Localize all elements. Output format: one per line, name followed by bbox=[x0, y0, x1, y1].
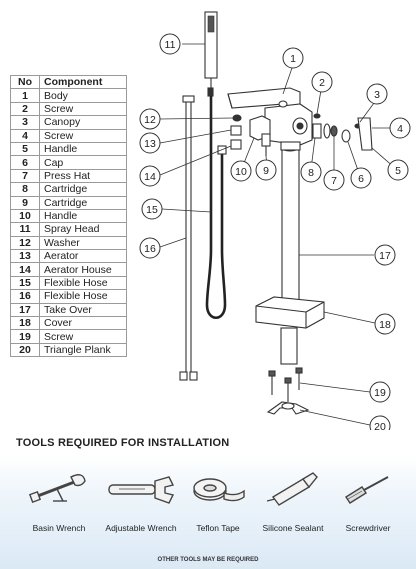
callout-15 bbox=[142, 199, 162, 219]
table-row bbox=[11, 263, 127, 276]
tool-screwdriver bbox=[328, 467, 408, 533]
aerator-parts bbox=[231, 115, 241, 149]
callout-7 bbox=[324, 170, 344, 190]
svg-text:14: 14 bbox=[144, 171, 156, 183]
row-component: Cover bbox=[40, 317, 127, 330]
row-no: 16 bbox=[11, 290, 40, 303]
table-row bbox=[11, 89, 127, 102]
row-no: 12 bbox=[11, 236, 40, 249]
row-no: 13 bbox=[11, 250, 40, 263]
row-no: 18 bbox=[11, 317, 40, 330]
row-no: 17 bbox=[11, 303, 40, 316]
parts-table-header bbox=[11, 76, 127, 89]
table-row bbox=[11, 129, 127, 142]
svg-text:15: 15 bbox=[146, 204, 158, 216]
tool-teflon-tape bbox=[178, 467, 258, 533]
callout-20 bbox=[370, 416, 390, 430]
table-row bbox=[11, 209, 127, 222]
tool-basin-wrench bbox=[19, 467, 99, 533]
table-row bbox=[11, 142, 127, 155]
row-component: Aerator bbox=[40, 250, 127, 263]
callout-6 bbox=[351, 168, 371, 188]
row-no: 6 bbox=[11, 156, 40, 169]
callout-14 bbox=[140, 166, 160, 186]
svg-text:7: 7 bbox=[331, 175, 337, 187]
parts-table bbox=[10, 75, 127, 357]
handle-10-part bbox=[250, 116, 270, 156]
row-component: Press Hat bbox=[40, 169, 127, 182]
svg-text:16: 16 bbox=[144, 243, 156, 255]
row-no: 7 bbox=[11, 169, 40, 182]
callout-16 bbox=[140, 238, 160, 258]
row-component: Flexible Hose bbox=[40, 276, 127, 289]
svg-text:10: 10 bbox=[235, 166, 247, 178]
svg-text:8: 8 bbox=[308, 167, 314, 179]
svg-text:5: 5 bbox=[395, 165, 401, 177]
table-row bbox=[11, 303, 127, 316]
svg-text:17: 17 bbox=[379, 250, 391, 262]
row-no: 15 bbox=[11, 276, 40, 289]
row-no: 4 bbox=[11, 129, 40, 142]
callout-5 bbox=[388, 160, 408, 180]
svg-text:4: 4 bbox=[397, 123, 403, 135]
row-component: Cap bbox=[40, 156, 127, 169]
row-component: Handle bbox=[40, 209, 127, 222]
table-row bbox=[11, 250, 127, 263]
svg-text:11: 11 bbox=[164, 39, 176, 51]
table-row bbox=[11, 223, 127, 236]
row-no: 19 bbox=[11, 330, 40, 343]
table-row bbox=[11, 317, 127, 330]
basin-wrench-icon bbox=[27, 467, 91, 511]
row-component: Canopy bbox=[40, 116, 127, 129]
row-component: Spray Head bbox=[40, 223, 127, 236]
table-row bbox=[11, 169, 127, 182]
row-no: 1 bbox=[11, 89, 40, 102]
row-no: 3 bbox=[11, 116, 40, 129]
callout-12 bbox=[140, 109, 160, 129]
adjustable-wrench-icon bbox=[105, 467, 177, 511]
row-no: 10 bbox=[11, 209, 40, 222]
table-row bbox=[11, 236, 127, 249]
tool-label: Screwdriver bbox=[345, 523, 391, 533]
svg-text:20: 20 bbox=[374, 421, 386, 430]
callout-10 bbox=[231, 161, 251, 181]
table-row bbox=[11, 276, 127, 289]
svg-text:18: 18 bbox=[379, 319, 391, 331]
silicone-sealant-icon bbox=[261, 467, 325, 511]
row-no: 2 bbox=[11, 102, 40, 115]
svg-text:1: 1 bbox=[290, 53, 296, 65]
tools-panel bbox=[0, 455, 416, 569]
table-row bbox=[11, 116, 127, 129]
row-no: 11 bbox=[11, 223, 40, 236]
svg-text:2: 2 bbox=[319, 77, 325, 89]
tools-section-title: TOOLS REQUIRED FOR INSTALLATION bbox=[16, 437, 230, 449]
tool-adjustable-wrench bbox=[101, 467, 181, 533]
row-component: Cartridge bbox=[40, 196, 127, 209]
row-component: Handle bbox=[40, 142, 127, 155]
svg-text:19: 19 bbox=[374, 387, 386, 399]
callout-1 bbox=[283, 48, 303, 68]
callout-3 bbox=[367, 84, 387, 104]
callout-8 bbox=[301, 162, 321, 182]
take-over-column-part bbox=[281, 142, 300, 303]
cover-part bbox=[256, 297, 324, 364]
header-component: Component bbox=[40, 76, 127, 89]
table-row bbox=[11, 330, 127, 343]
table-row bbox=[11, 156, 127, 169]
svg-text:13: 13 bbox=[144, 138, 156, 150]
row-component: Flexible Hose bbox=[40, 290, 127, 303]
tool-silicone-sealant bbox=[253, 467, 333, 533]
callout-9 bbox=[256, 160, 276, 180]
screws-and-plank-parts bbox=[268, 368, 308, 414]
tool-label: Silicone Sealant bbox=[262, 523, 324, 533]
callout-11 bbox=[160, 34, 180, 54]
callout-17 bbox=[375, 245, 395, 265]
table-row bbox=[11, 290, 127, 303]
handle-side-parts bbox=[313, 114, 372, 150]
flexible-hose-15-part bbox=[207, 88, 226, 318]
tool-label: Basin Wrench bbox=[32, 523, 86, 533]
teflon-tape-icon bbox=[186, 467, 250, 511]
row-component: Screw bbox=[40, 129, 127, 142]
row-no: 5 bbox=[11, 142, 40, 155]
tools-footnote: OTHER TOOLS MAY BE REQUIRED bbox=[157, 557, 259, 563]
row-component: Screw bbox=[40, 330, 127, 343]
callout-4 bbox=[390, 118, 410, 138]
row-component: Washer bbox=[40, 236, 127, 249]
callout-18 bbox=[375, 314, 395, 334]
row-component: Take Over bbox=[40, 303, 127, 316]
tool-label: Adjustable Wrench bbox=[105, 523, 177, 533]
table-row bbox=[11, 196, 127, 209]
callout-13 bbox=[140, 133, 160, 153]
row-component: Body bbox=[40, 89, 127, 102]
row-component: Cartridge bbox=[40, 183, 127, 196]
header-no: No bbox=[11, 76, 40, 89]
tool-label: Teflon Tape bbox=[196, 523, 240, 533]
row-no: 8 bbox=[11, 183, 40, 196]
table-row bbox=[11, 183, 127, 196]
table-row bbox=[11, 102, 127, 115]
spray-head-part bbox=[205, 12, 217, 90]
table-row bbox=[11, 343, 127, 356]
callout-2 bbox=[312, 72, 332, 92]
svg-text:3: 3 bbox=[374, 89, 380, 101]
row-no: 9 bbox=[11, 196, 40, 209]
row-no: 14 bbox=[11, 263, 40, 276]
callout-19 bbox=[370, 382, 390, 402]
row-no: 20 bbox=[11, 343, 40, 356]
svg-text:6: 6 bbox=[358, 173, 364, 185]
row-component: Screw bbox=[40, 102, 127, 115]
screwdriver-icon bbox=[336, 467, 400, 511]
svg-text:9: 9 bbox=[263, 165, 269, 177]
row-component: Triangle Plank bbox=[40, 343, 127, 356]
row-component: Aerator House bbox=[40, 263, 127, 276]
svg-text:12: 12 bbox=[144, 114, 156, 126]
